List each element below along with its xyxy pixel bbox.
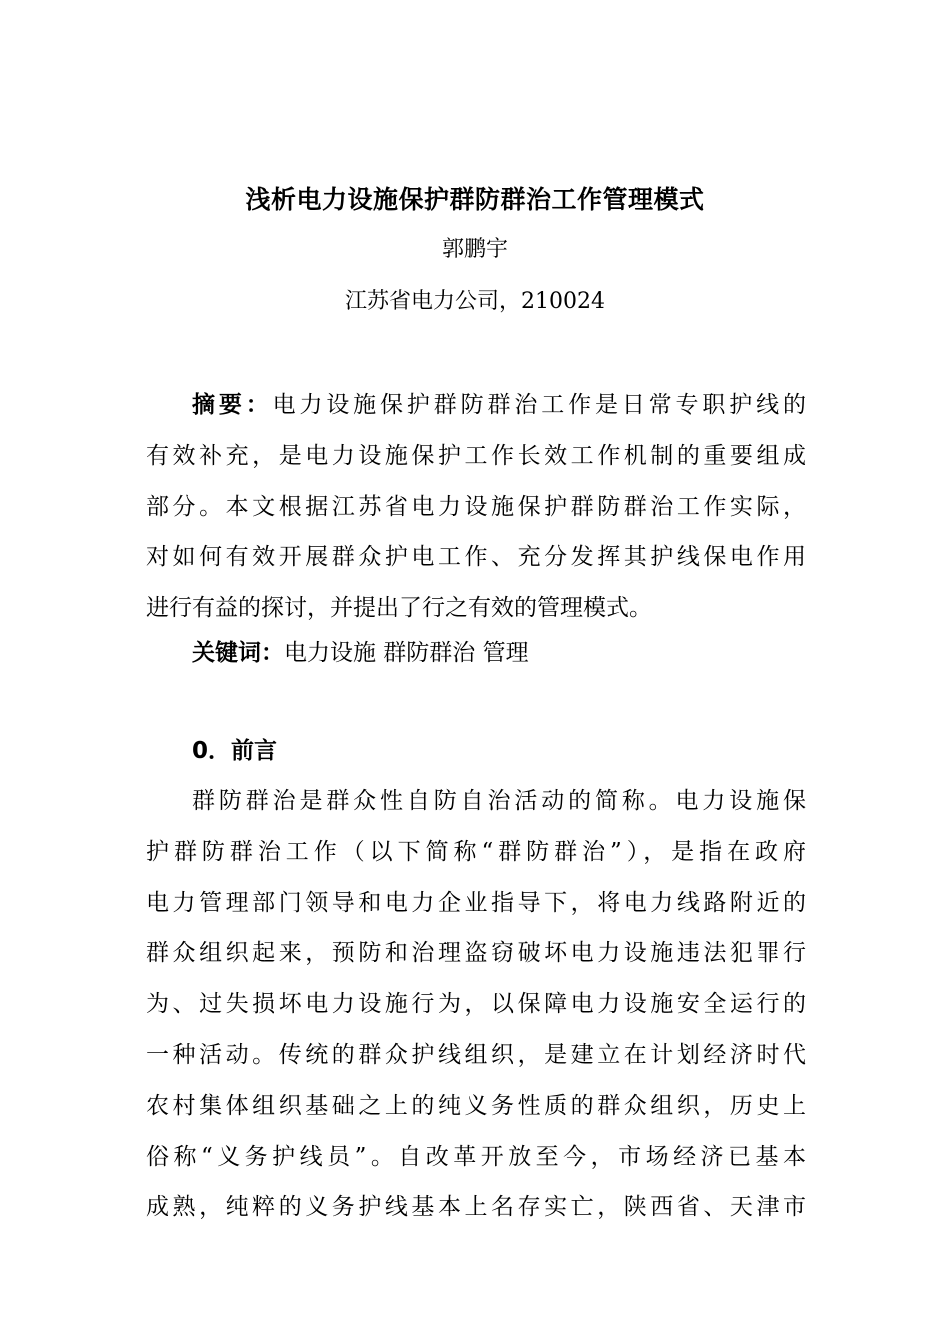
abstract-line: 对如何有效开展群众护电工作、充分发挥其护线保电作用 <box>146 544 806 571</box>
paragraph-line: 为、过失损坏电力设施行为，以保障电力设施安全运行的 <box>146 991 806 1018</box>
author-name: 郭鹏宇 <box>441 237 508 262</box>
paragraph-line: 护群防群治工作（以下简称“群防群治”），是指在政府 <box>146 838 806 865</box>
abstract-line: 进行有益的探讨，并提出了行之有效的管理模式。 <box>146 595 652 622</box>
paragraph-line: 群防群治是群众性自防自治活动的简称。电力设施保 <box>192 788 806 814</box>
keywords-line <box>146 628 806 679</box>
paragraph-line: 一种活动。传统的群众护线组织，是建立在计划经济时代 <box>146 1041 806 1068</box>
intro-heading-block <box>146 726 806 777</box>
abstract-section <box>146 380 806 634</box>
keywords-text: 电力设施 群防群治 管理 <box>284 640 529 666</box>
paragraph-line: 农村集体组织基础之上的纯义务性质的群众组织，历史上 <box>146 1092 806 1119</box>
keywords-section <box>146 628 806 679</box>
section-heading: 0．前言 <box>192 738 278 764</box>
paragraph-line: 群众组织起来，预防和治理盗窃破坏电力设施违法犯罪行 <box>146 940 806 967</box>
abstract-line <box>146 380 806 431</box>
abstract-line: 部分。本文根据江苏省电力设施保护群防群治工作实际， <box>146 493 806 520</box>
paragraph-line: 成熟，纯粹的义务护线基本上名存实亡，陕西省、天津市 <box>146 1194 806 1221</box>
author-affiliation: 江苏省电力公司，210024 <box>345 289 605 314</box>
abstract-text: 电力设施保护群防群治工作是日常专职护线的 <box>272 392 807 418</box>
paragraph-line: 电力管理部门领导和电力企业指导下，将电力线路附近的 <box>146 889 806 916</box>
keywords-label: 关键词： <box>192 640 284 666</box>
paragraph-line: 俗称“义务护线员”。自改革开放至今，市场经济已基本 <box>146 1143 806 1170</box>
paper-title: 浅析电力设施保护群防群治工作管理模式 <box>245 185 705 214</box>
abstract-label: 摘要： <box>192 392 273 418</box>
intro-section <box>146 776 806 1233</box>
abstract-line: 有效补充，是电力设施保护工作长效工作机制的重要组成 <box>146 442 806 469</box>
